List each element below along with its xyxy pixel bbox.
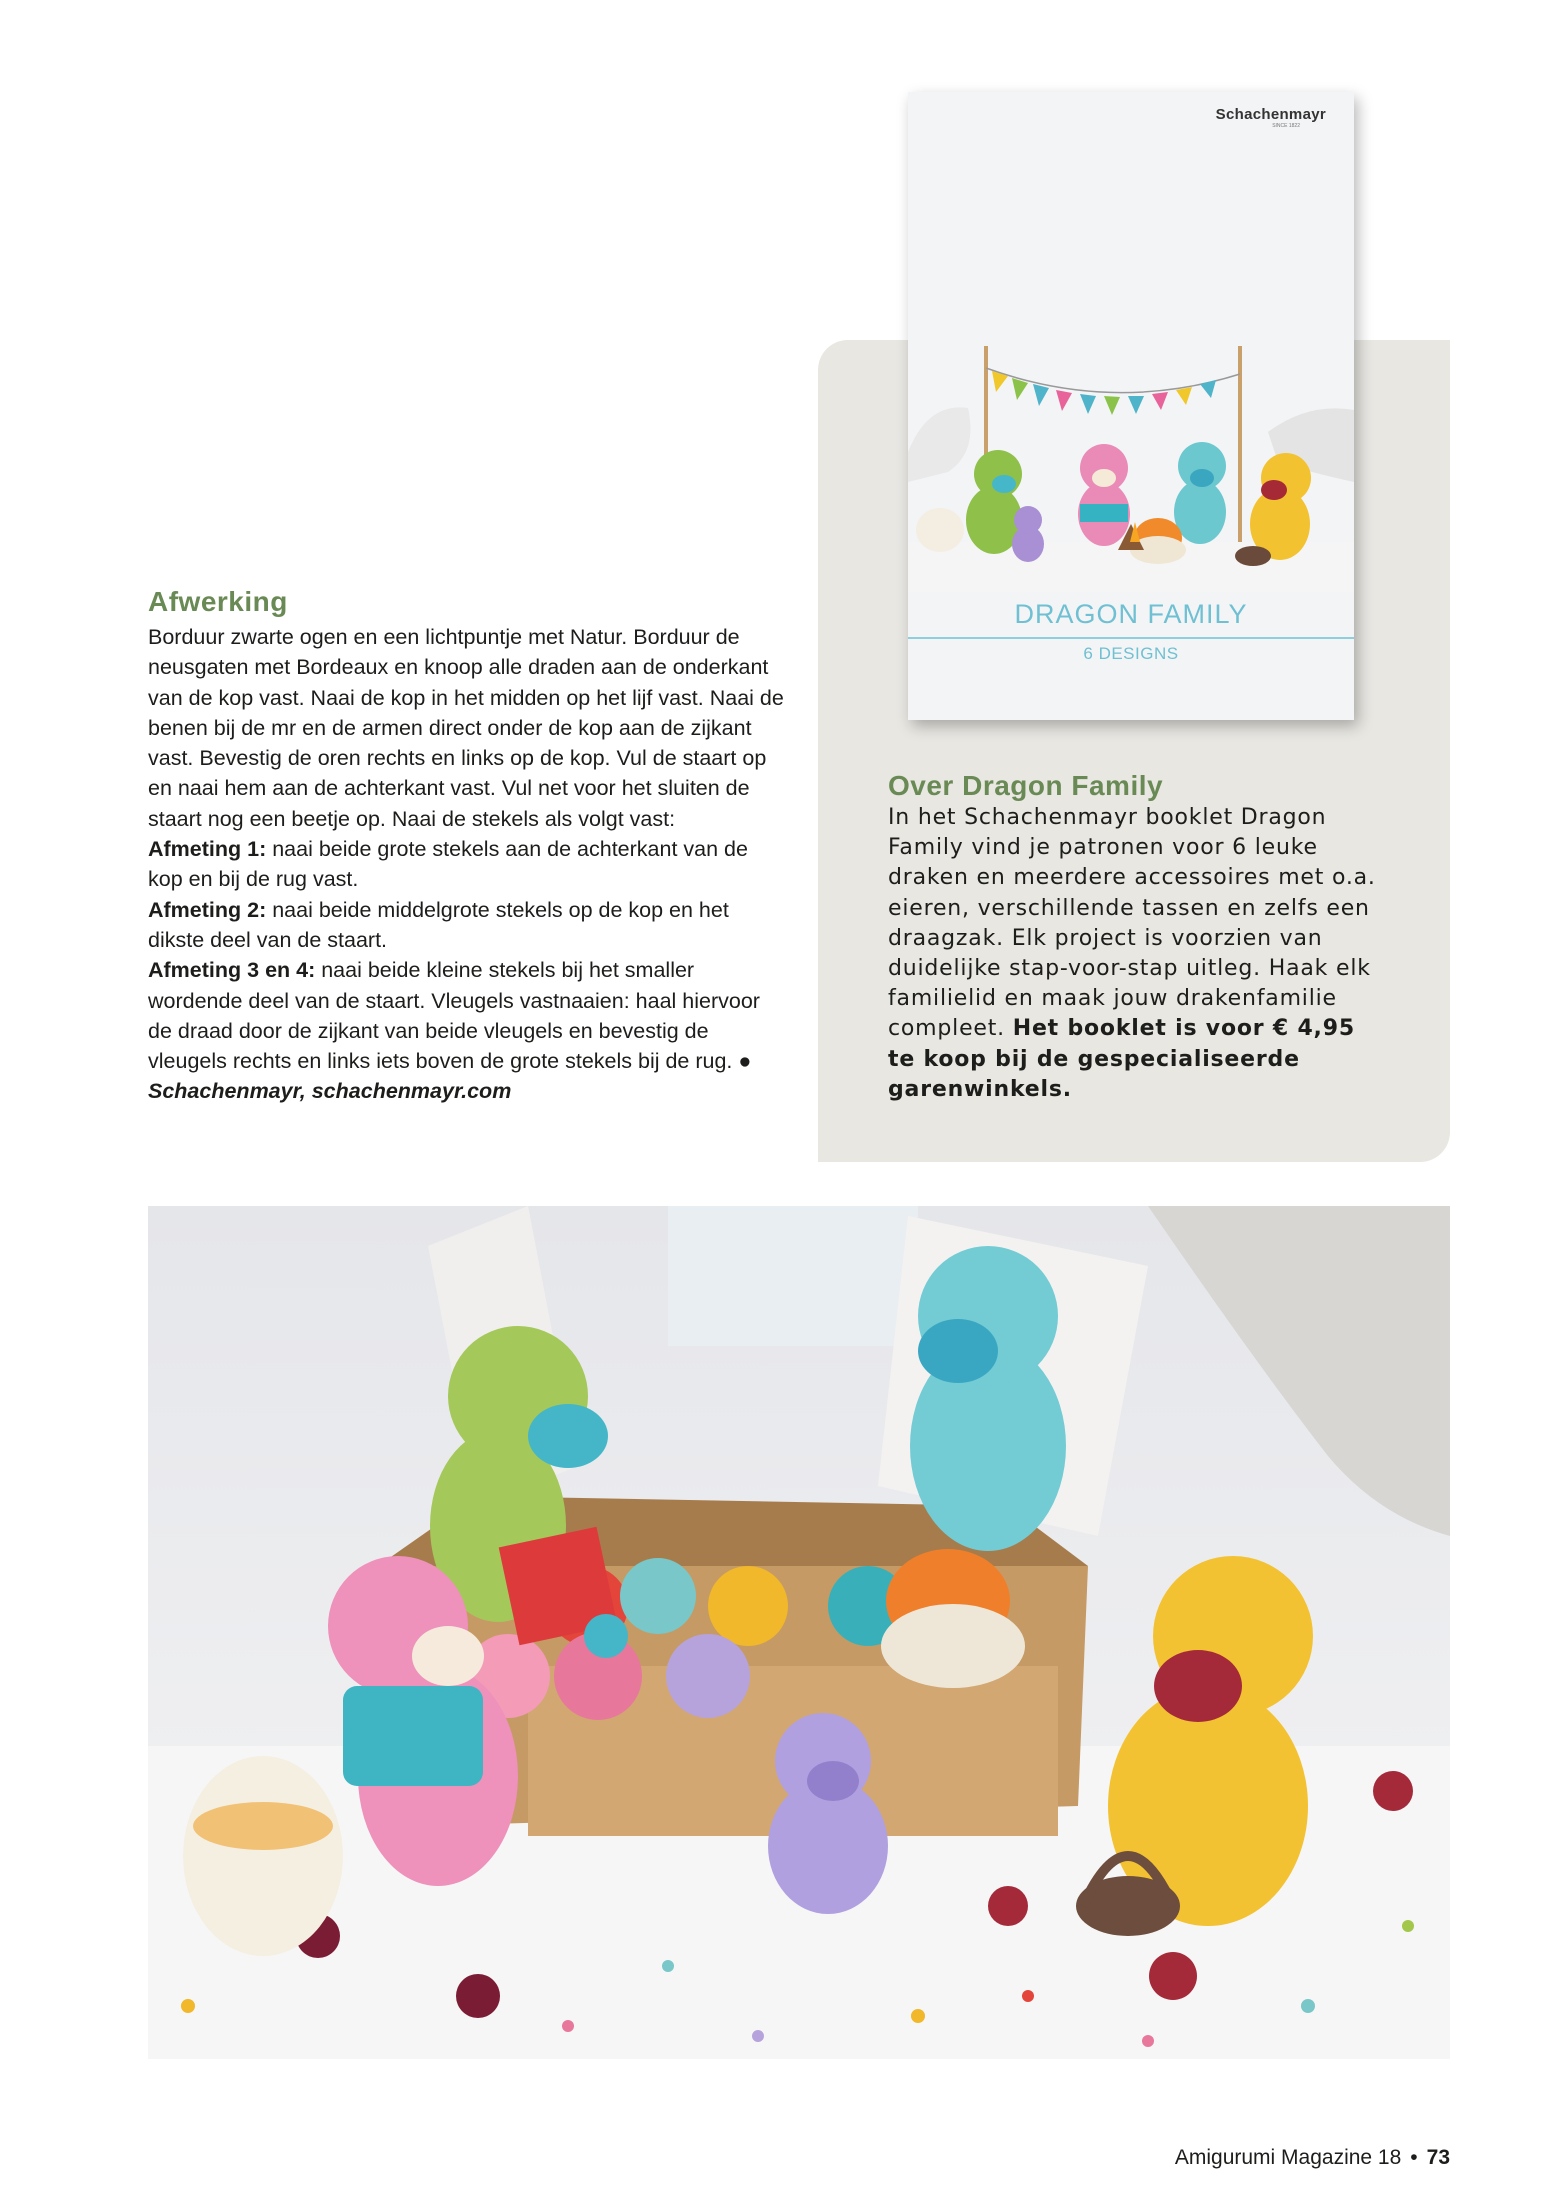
booklet-cover-illustration <box>908 152 1354 592</box>
info-box-text: In het Schachenmayr booklet Dragon Family vind je patronen voor 6 leuke draken en meerdere accessoires met o.a. eieren, verschillende tassen en zelfs een draagzak. Elk project is voorzien van duidelijke stap-voor-stap uitleg. Haak elk familielid en maak jouw drakenfamilie compleet. <box>888 805 1376 1042</box>
size34-label: Afmeting 3 en 4: <box>148 958 316 983</box>
booklet-divider <box>908 637 1354 639</box>
size2-label: Afmeting 2: <box>148 897 267 922</box>
page-number: 73 <box>1426 2146 1450 2169</box>
size1-label: Afmeting 1: <box>148 837 267 862</box>
size1-text: naai beide grote stekels aan de achterkant van de kop en bij de rug vast. <box>148 837 748 892</box>
size34-text: naai beide kleine stekels bij het smaller wordende deel van de staart. Vleugels vastnaaien: haal hiervoor de draad door de zijkant van beide vleugels en bevestig de vleugels rechts en links iets boven de grote stekels bij de rug. <box>148 958 760 1074</box>
footer-separator: • <box>1410 2146 1418 2169</box>
booklet-brand-logo: Schachenmayr <box>1215 106 1326 123</box>
afwerking-body <box>148 622 788 1107</box>
size2-paragraph <box>148 895 788 956</box>
size34-paragraph <box>148 955 788 1076</box>
size2-text: naai beide middelgrote stekels op de kop en het dikste deel van de staart. <box>148 897 729 952</box>
afwerking-paragraph: Borduur zwarte ogen en een lichtpuntje met Natur. Borduur de neusgaten met Bordeaux en knoop alle draden aan de onderkant van de kop vast. Naai de kop in het midden op het lijf vast. Naai de benen bij de mr en de armen direct onder de kop aan de zijkant vast. Bevestig de oren rechts en links op de kop. Vul de staart op en naai hem aan de achterkant vast. Vul net voor het sluiten de staart nog een beetje op. Naai de stekels als volgt vast: <box>148 625 784 831</box>
magazine-name: Amigurumi Magazine 18 <box>1174 2146 1402 2169</box>
section-title-afwerking: Afwerking <box>148 586 288 617</box>
size1-paragraph <box>148 834 788 895</box>
credit-line: Schachenmayr, schachenmayr.com <box>148 1079 512 1104</box>
info-box-price: Het booklet is voor € 4,95 te koop bij de gespecialiseerde garenwinkels. <box>888 1016 1355 1102</box>
booklet-cover <box>908 92 1354 720</box>
booklet-subtitle: 6 DESIGNS <box>1083 644 1179 663</box>
page-footer <box>1175 2146 1450 2170</box>
booklet-title: DRAGON FAMILY <box>1014 599 1248 629</box>
dragon-family-photo <box>148 1206 1450 2059</box>
info-box-body <box>888 803 1388 1105</box>
booklet-brand-sub: SINCE 1822 <box>1272 123 1300 129</box>
end-mark: ● <box>738 1049 752 1074</box>
info-box-title: Over Dragon Family <box>888 770 1164 801</box>
